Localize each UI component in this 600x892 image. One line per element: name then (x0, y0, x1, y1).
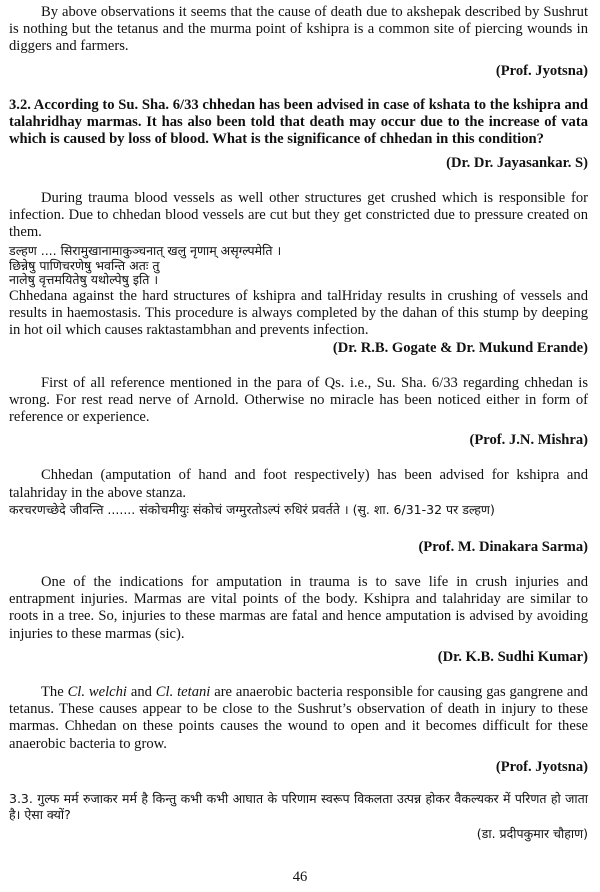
text: are anaerobic bacteria responsible for causing gas gangrene and tetanus. These causes appear to be close to the Sushrut’s observation of death in injury to these marmas. Chhedan on these points causes the wound to open and it becomes difficult for these anaerobic bacteria to grow. (9, 683, 588, 752)
attribution: (Prof. J.N. Mishra) (469, 432, 588, 449)
sanskrit-line: डल्हण .... सिरामुखानामाकुञ्चनात् खलु नृणाम् असृग्ल्पमेति । (9, 243, 282, 259)
paragraph: By above observations it seems that the cause of death due to akshepak described by Sushrut is nothing but the tetanus and the murma point of kshipra is a common site of piercing wounds in diggers and farmers. (9, 4, 588, 55)
sanskrit-line: छिन्नेषु पाणिचरणेषु भवन्ति अतः तु (9, 257, 160, 273)
attribution: (Prof. Jyotsna) (495, 62, 588, 79)
paragraph: During trauma blood vessels as well other structures get crushed which is responsible for infection. Due to chhedan blood vessels are cut but they get constricted due to pressure created on them. (9, 189, 588, 241)
attribution: (Prof. Jyotsna) (495, 758, 588, 775)
text: and (126, 683, 156, 700)
sanskrit-line: नालेषु वृत्तमयितेषु यथोल्पेषु इति । (9, 272, 159, 288)
paragraph: Chhedana against the hard structures of kshipra and talHriday results in crushing of vessels and results in haemostasis. This procedure is always completed by the dahan of this stump by deeping in hot oil which causes raktastambhan and prevents infection. (9, 287, 588, 339)
page-number: 46 (292, 869, 308, 885)
attribution: (Dr. R.B. Gogate & Dr. Mukund Erande) (332, 340, 588, 357)
organism-name: Cl. welchi (67, 683, 127, 700)
attribution: (Dr. Dr. Jayasankar. S) (446, 155, 588, 172)
question-3-2: 3.2. According to Su. Sha. 6/33 chhedan has been advised in case of kshata to the kshipra and talahridhay marmas. It has also been told that death may occur due to the increase of vata which is caused by loss of blood. What is the significance of chhedan in this condition? (9, 96, 588, 148)
paragraph: First of all reference mentioned in the para of Qs. i.e., Su. Sha. 6/33 regarding chhedan is wrong. For rest read nerve of Arnold. Otherwise no miracle has been noticed either in form of reference or experience. (9, 374, 588, 425)
attribution: (Prof. M. Dinakara Sarma) (418, 538, 588, 555)
organism-name: Cl. tetani (155, 683, 211, 700)
sanskrit-quote: करचरणच्छेदे जीवन्ति ....... संकोचमीयुः संकोचं जग्मुरतोऽल्पं रुधिरं प्रवर्तते । (सु. शा. 6/31-32 पर डल्हण) (9, 501, 495, 517)
attribution: (Dr. K.B. Sudhi Kumar) (437, 648, 588, 665)
attribution: (डा. प्रदीपकुमार चौहाण) (476, 826, 588, 841)
text: The (41, 683, 68, 700)
paragraph: One of the indications for amputation in trauma is to save life in crush injuries and entrapment injuries. Marmas are vital points of the body. Kshipra and talahriday are similar to roots in a tree. So, injuries to these marmas are fatal and hence amputation is advised by avoiding injuries to these marmas (sic). (9, 573, 588, 642)
paragraph (9, 684, 588, 753)
paragraph: Chhedan (amputation of hand and foot respectively) has been advised for kshipra and talahriday in the above stanza. (9, 467, 588, 501)
question-3-3: 3.3. गुल्फ मर्म रुजाकर मर्म है किन्तु कभी कभी आघात के परिणाम स्वरूप विकलता उत्पन्न होकर वैकल्यकर में परिणत हो जाता है। ऐसा क्यों? (9, 791, 588, 822)
